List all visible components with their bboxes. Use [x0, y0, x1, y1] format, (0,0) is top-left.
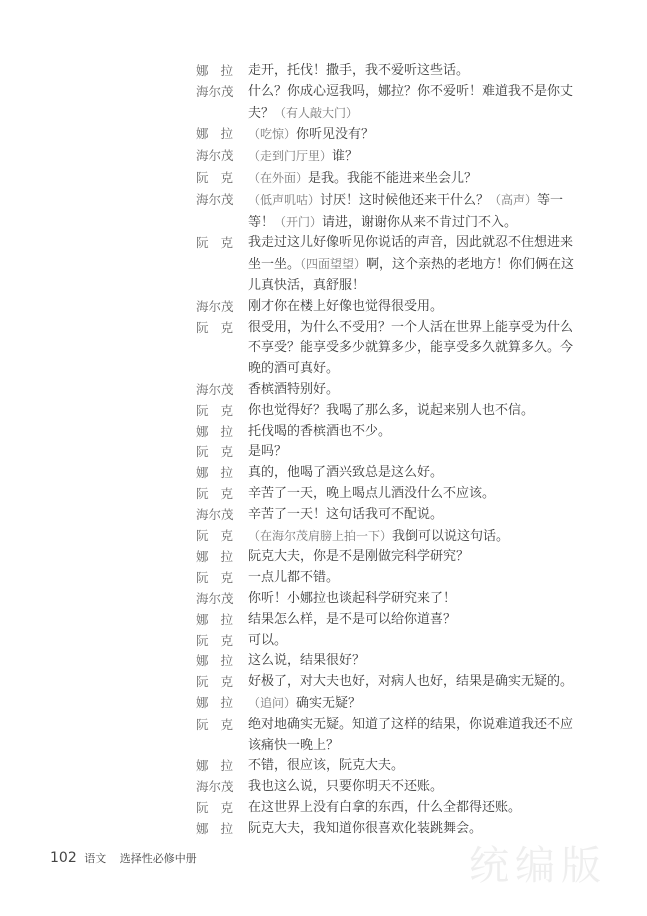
- speaker-name: 娜拉: [196, 653, 246, 669]
- speaker-name: 阮克: [196, 444, 246, 460]
- spoken-line: 是我。我能不能进来坐会儿？: [308, 170, 478, 186]
- spoken-line: 刚才你在楼上好像也觉得很受用。: [248, 298, 444, 314]
- spoken-line: 谁？: [332, 149, 359, 165]
- spoken-line: 我走过这儿好像听见你说话的声音，因此就忍不住想进来坐一坐。: [248, 235, 574, 273]
- dialogue-entry: [196, 715, 596, 757]
- dialogue-entry: [196, 505, 596, 526]
- stage-direction: （吃惊）: [248, 127, 297, 142]
- page-number: 102: [50, 850, 77, 866]
- spoken-line: 讨厌！这时候他还来干什么？: [320, 192, 490, 208]
- dialogue-entry: [196, 756, 596, 777]
- spoken-line: 绝对地确实无疑。知道了这样的结果，你说难道我还不应该痛快一晚上？: [248, 716, 574, 753]
- speaker-name: 阮克: [196, 716, 246, 732]
- dialogue-text: [248, 380, 575, 401]
- spoken-line: 辛苦了一天，晚上喝点儿酒没什么不应该。: [248, 485, 496, 501]
- dialogue-text: [248, 819, 575, 840]
- dialogue-entry: [196, 463, 596, 484]
- dialogue-text: [248, 442, 575, 463]
- dialogue-entry: [196, 777, 596, 798]
- dialogue-entry: [196, 82, 596, 125]
- dialogue-entry: [196, 401, 596, 422]
- spoken-line: 很受用，为什么不受用？一个人活在世界上能享受为什么不享受？能享受多少就算多少，能享受多久就算多久。今晚的酒可真好。: [248, 319, 574, 377]
- stage-direction: （四面望望）: [300, 257, 367, 272]
- dialogue-text: [248, 610, 575, 631]
- play-script: [196, 61, 596, 839]
- speaker-name: 娜拉: [196, 423, 246, 439]
- speaker-name: 娜拉: [196, 611, 246, 627]
- speaker-name: 娜拉: [196, 63, 246, 78]
- speaker-name: 娜拉: [196, 820, 246, 836]
- dialogue-text: [248, 547, 575, 568]
- spoken-line: 好极了，对大夫也好，对病人也好，结果是确实无疑的。: [248, 674, 574, 690]
- spoken-line: 托伐喝的香槟酒也不少。: [248, 423, 392, 439]
- dialogue-entry: [196, 318, 596, 380]
- spoken-line: 一点儿都不错。: [248, 570, 340, 586]
- dialogue-text: [248, 526, 575, 548]
- spoken-line: 你听见没有？: [296, 127, 375, 143]
- dialogue-text: [248, 297, 575, 318]
- dialogue-entry: [196, 819, 596, 840]
- page-footer: [50, 850, 197, 866]
- dialogue-entry: [196, 526, 596, 548]
- spoken-line: 不错，很应该，阮克大夫。: [248, 758, 405, 774]
- spoken-line: 你听！小娜拉也谈起科学研究来了！: [248, 590, 457, 606]
- dialogue-entry: [196, 568, 596, 589]
- speaker-name: 海尔茂: [196, 83, 234, 99]
- dialogue-entry: [196, 693, 596, 715]
- stage-direction: （高声）: [489, 192, 538, 207]
- dialogue-text: [248, 484, 575, 505]
- speaker-name: 阮克: [196, 169, 246, 185]
- speaker-name: 阮克: [196, 799, 246, 815]
- dialogue-text: [248, 693, 575, 715]
- dialogue-text: [248, 124, 575, 146]
- dialogue-text: [248, 715, 575, 757]
- dialogue-text: [248, 318, 575, 380]
- stage-direction: （开门）: [274, 214, 323, 229]
- stage-direction: （低声叽咕）: [248, 192, 321, 207]
- spoken-line: 我也这么说，只要你明天不还账。: [248, 779, 444, 795]
- spoken-line: 我倒可以说这句话。: [392, 528, 510, 544]
- speaker-name: 海尔茂: [196, 148, 234, 164]
- book-title: 选择性必修中册: [119, 852, 197, 865]
- spoken-line: 这么说，结果很好？: [248, 653, 366, 669]
- spoken-line: 啊，这个亲热的老地方！你们俩在这儿真快活，真舒服！: [248, 257, 575, 293]
- dialogue-entry: [196, 168, 596, 190]
- dialogue-entry: [196, 190, 596, 234]
- dialogue-text: [248, 568, 575, 589]
- speaker-name: 阮克: [196, 632, 246, 648]
- dialogue-entry: [196, 233, 596, 296]
- speaker-name: 阮克: [196, 570, 246, 586]
- speaker-name: 娜拉: [196, 465, 246, 481]
- speaker-name: 海尔茂: [196, 590, 234, 606]
- stage-direction: （有人敲大门）: [274, 105, 359, 120]
- speaker-name: 海尔茂: [196, 506, 234, 522]
- spoken-line: 等一等！: [248, 192, 564, 230]
- spoken-line: 阮克大夫，你是不是刚做完科学研究？: [248, 549, 470, 565]
- dialogue-entry: [196, 547, 596, 568]
- spoken-line: 香槟酒特别好。: [248, 381, 340, 397]
- speaker-name: 海尔茂: [196, 298, 234, 314]
- spoken-line: 什么？你成心逗我吗，娜拉？你不爱听！难道我不是你丈夫？: [248, 83, 574, 121]
- stage-direction: （在外面）: [248, 170, 309, 185]
- dialogue-text: [248, 651, 575, 672]
- speaker-name: 阮克: [196, 235, 246, 251]
- dialogue-text: [248, 168, 575, 190]
- dialogue-text: [248, 146, 575, 168]
- dialogue-entry: [196, 484, 596, 505]
- speaker-name: 阮克: [196, 319, 246, 335]
- dialogue-entry: [196, 589, 596, 610]
- spoken-line: 是吗？: [248, 444, 288, 460]
- spoken-line: 真的，他喝了酒兴致总是这么好。: [248, 465, 444, 481]
- spoken-line: 你也觉得好？我喝了那么多，说起来别人也不信。: [248, 402, 535, 418]
- dialogue-text: [248, 233, 575, 296]
- spoken-line: 可以。: [248, 632, 288, 648]
- spoken-line: 确实无疑？: [296, 695, 362, 711]
- dialogue-entry: [196, 422, 596, 443]
- dialogue-text: [248, 401, 575, 422]
- stage-direction: （走到门厅里）: [248, 149, 333, 164]
- speaker-name: 阮克: [196, 402, 246, 418]
- dialogue-entry: [196, 124, 596, 146]
- speaker-name: 娜拉: [196, 126, 246, 142]
- spoken-line: 在这世界上没有白拿的东西，什么全都得还账。: [248, 799, 522, 815]
- speaker-name: 娜拉: [196, 758, 246, 774]
- dialogue-entry: [196, 631, 596, 652]
- spoken-line: 走开，托伐！撒手，我不爱听这些话。: [248, 63, 470, 78]
- dialogue-text: [248, 756, 575, 777]
- speaker-name: 阮克: [196, 485, 246, 501]
- dialogue-text: [248, 777, 575, 798]
- dialogue-text: [248, 61, 575, 82]
- speaker-name: 娜拉: [196, 549, 246, 565]
- dialogue-text: [248, 672, 575, 693]
- dialogue-text: [248, 463, 575, 484]
- stage-direction: （在海尔茂肩膀上拍一下）: [248, 528, 393, 543]
- dialogue-text: [248, 505, 575, 526]
- stage-direction: （追问）: [248, 695, 297, 710]
- speaker-name: 娜拉: [196, 694, 246, 710]
- speaker-name: 海尔茂: [196, 779, 234, 795]
- watermark: 统编版: [469, 843, 607, 889]
- dialogue-entry: [196, 380, 596, 401]
- speaker-name: 阮克: [196, 674, 246, 690]
- dialogue-text: [248, 798, 575, 819]
- spoken-line: 请进，谢谢你从来不肯过门不入。: [322, 214, 518, 230]
- speaker-name: 阮克: [196, 527, 246, 543]
- spoken-line: 结果怎么样，是不是可以给你道喜？: [248, 611, 457, 627]
- speaker-name: 海尔茂: [196, 381, 234, 397]
- dialogue-entry: [196, 672, 596, 693]
- dialogue-entry: [196, 651, 596, 672]
- dialogue-text: [248, 422, 575, 443]
- dialogue-entry: [196, 61, 596, 82]
- dialogue-entry: [196, 297, 596, 318]
- dialogue-entry: [196, 610, 596, 631]
- dialogue-text: [248, 82, 575, 125]
- dialogue-text: [248, 631, 575, 652]
- subject-label: 语文: [84, 852, 107, 865]
- spoken-line: 阮克大夫，我知道你很喜欢化装跳舞会。: [248, 820, 483, 836]
- dialogue-text: [248, 589, 575, 610]
- dialogue-entry: [196, 798, 596, 819]
- speaker-name: 海尔茂: [196, 191, 234, 207]
- dialogue-text: [248, 190, 575, 234]
- dialogue-entry: [196, 442, 596, 463]
- spoken-line: 辛苦了一天！这句话我可不配说。: [248, 506, 444, 522]
- dialogue-entry: [196, 146, 596, 168]
